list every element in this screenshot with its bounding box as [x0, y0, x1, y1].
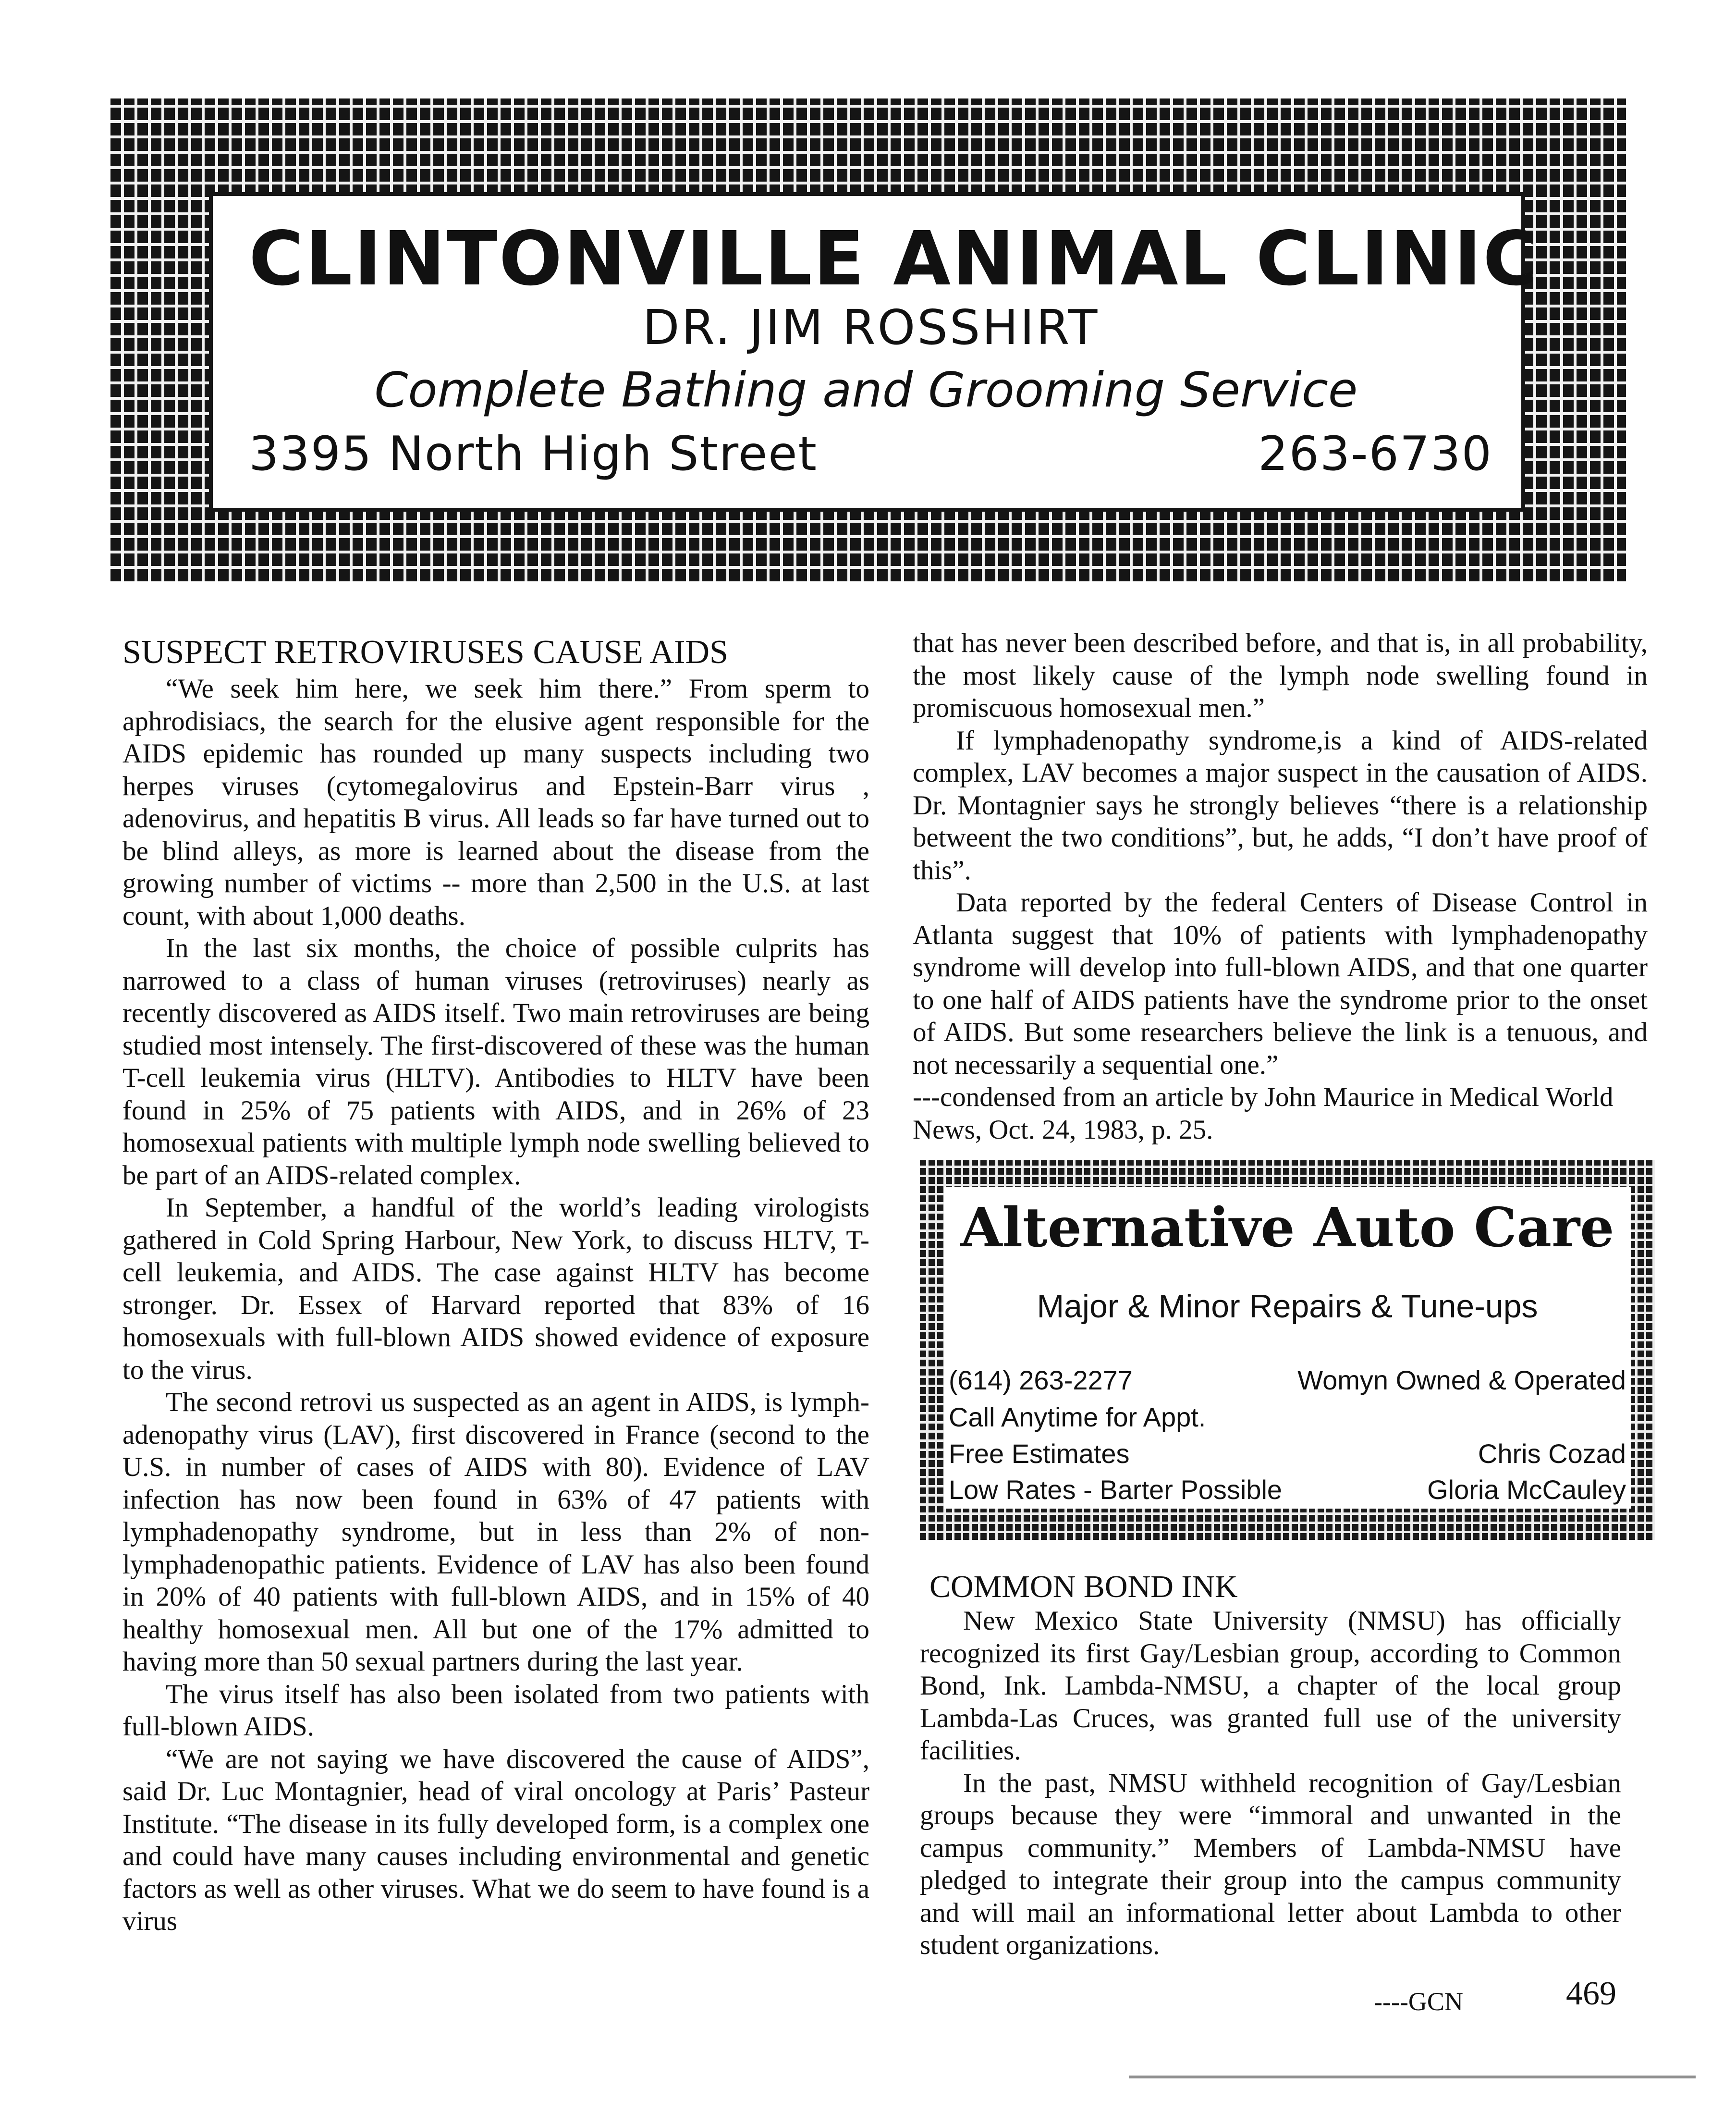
- auto-estimates: Free Estimates: [949, 1438, 1130, 1469]
- article-column-common-bond: [920, 1605, 1621, 1962]
- clinic-ad-panel: [209, 192, 1539, 512]
- article-paragraph: In September, a handful of the world’s leading virologists gathered in Cold Spring Harbour, New York, to discuss HLTV, T-cell leukemia, and AIDS. The case against HLTV has become stronger. Dr. Essex of Harvard reported that 83% of 16 homosexuals with full-blown AIDS showed evidence of exposure to the virus.: [122, 1192, 869, 1385]
- article-paragraph: In the last six months, the choice of possible culprits has narrowed to a class of human viruses (retroviruses) nearly as recently discovered as AIDS itself. Two main retroviruses are being studied most intensely. The first-discovered of these was the human T-cell leukemia virus (HLTV). Antibodies to HLTV have been found in 25% of 75 patients with AIDS, and in 26% of 23 homosexual patients with multiple lymph node swelling believed to be part of an AIDS-related complex.: [122, 933, 869, 1191]
- clinic-advertisement: [110, 98, 1626, 581]
- article-column-left: [122, 673, 869, 1938]
- auto-ad-panel: [944, 1187, 1631, 1509]
- article-title: COMMON BOND INK: [929, 1569, 1238, 1604]
- article-paragraph: In the past, NMSU withheld recognition of Gay/Lesbian groups because they were “immoral and unwanted in the campus community.” Members of Lambda-NMSU have pledged to integrate their group into the campus community and will mail an informational letter about Lambda to other student organizations.: [920, 1768, 1621, 1960]
- auto-contact: Gloria McCauley: [1427, 1474, 1626, 1505]
- auto-care-advertisement: [920, 1160, 1655, 1540]
- article-credit: ---condensed from an article by John Maurice in Medical World News, Oct. 24, 1983, p. 25.: [913, 1082, 1614, 1145]
- clinic-name: CLINTONVILLE ANIMAL CLINIC: [249, 215, 1539, 302]
- page-number: 469: [1566, 1975, 1616, 2012]
- article-paragraph: Data reported by the federal Centers of Disease Control in Atlanta suggest that 10% of patients with lymphadenopathy syndrome will develop into full-blown AIDS, and that one quarter to one half of AIDS patients have the syndrome prior to the onset of AIDS. But some researchers believe the link is a tenuous, and not necessarily a sequential one.”: [913, 887, 1648, 1080]
- auto-services: Major & Minor Repairs & Tune-ups: [1037, 1288, 1538, 1325]
- clinic-address: 3395 North High Street: [249, 427, 818, 481]
- article-paragraph: The virus itself has also been isolated from two patients with full-blown AIDS.: [122, 1679, 869, 1742]
- article-title: SUSPECT RETROVIRUSES CAUSE AIDS: [122, 634, 728, 671]
- article-paragraph: The second retrovi us suspected as an agent in AIDS, is lymph-adenopathy virus (LAV), first discovered in France (second to the U.S. in number of cases of AIDS with 80). Evidence of LAV infection has now been found in 63% of 47 patients with lymphadenopathy syndrome, but in less than 2% of non-lymphadenopathic patients. Evidence of LAV has also been found in 20% of 40 patients with full-blown AIDS, and in 15% of 40 healthy homosexual men. All but one of the 17% admitted to having more than 50 sexual partners during the last year.: [122, 1387, 869, 1677]
- article-paragraph: New Mexico State University (NMSU) has officially recognized its first Gay/Lesbian group, according to Common Bond, Ink. Lambda-NMSU, a chapter of the local group Lambda-Las Cruces, was granted full use of the university facilities.: [920, 1606, 1621, 1766]
- article-column-right: [913, 627, 1648, 1146]
- article-signoff: ----GCN: [1374, 1987, 1463, 2016]
- auto-contact: Chris Cozad: [1478, 1438, 1626, 1469]
- auto-phone: (614) 263-2277: [949, 1365, 1133, 1395]
- article-paragraph: that has never been described before, and that is, in all probability, the most likely cause of the lymph node swelling found in promiscuous homosexual men.”: [913, 628, 1648, 723]
- clinic-phone: 263-6730: [1258, 427, 1492, 481]
- article-paragraph: “We seek him here, we seek him there.” From sperm to aphrodisiacs, the search for the elusive agent responsible for the AIDS epidemic has rounded up many suspects including two herpes viruses (cytomegalovirus and Epstein-Barr virus , adenovirus, and hepatitis B virus. All leads so far have turned out to be blind alleys, as more is learned about the disease from the growing number of victims -- more than 2,500 in the U.S. at last count, with about 1,000 deaths.: [122, 674, 869, 931]
- clinic-doctor: DR. JIM ROSSHIRT: [642, 299, 1100, 356]
- article-paragraph: If lymphadenopathy syndrome,is a kind of AIDS-related complex, LAV becomes a major suspect in the causation of AIDS. Dr. Montagnier says he strongly believes “there is a relationship betweent the two conditions”, but, he adds, “I don’t have proof of this”.: [913, 725, 1648, 885]
- auto-shop-name: Alternative Auto Care: [960, 1196, 1614, 1259]
- article-paragraph: “We are not saying we have discovered the cause of AIDS”, said Dr. Luc Montagnier, head of viral oncology at Paris’ Pasteur Institute. “The disease in its fully developed form, is a complex one and could have many causes including environmental and genetic factors as well as other viruses. What we do seem to have found is a virus: [122, 1744, 869, 1936]
- auto-ownership: Womyn Owned & Operated: [1297, 1365, 1626, 1395]
- auto-appointment: Call Anytime for Appt.: [949, 1402, 1206, 1432]
- bottom-rule: [1129, 2076, 1696, 2078]
- auto-rates: Low Rates - Barter Possible: [949, 1474, 1283, 1505]
- clinic-service: Complete Bathing and Grooming Service: [374, 362, 1358, 418]
